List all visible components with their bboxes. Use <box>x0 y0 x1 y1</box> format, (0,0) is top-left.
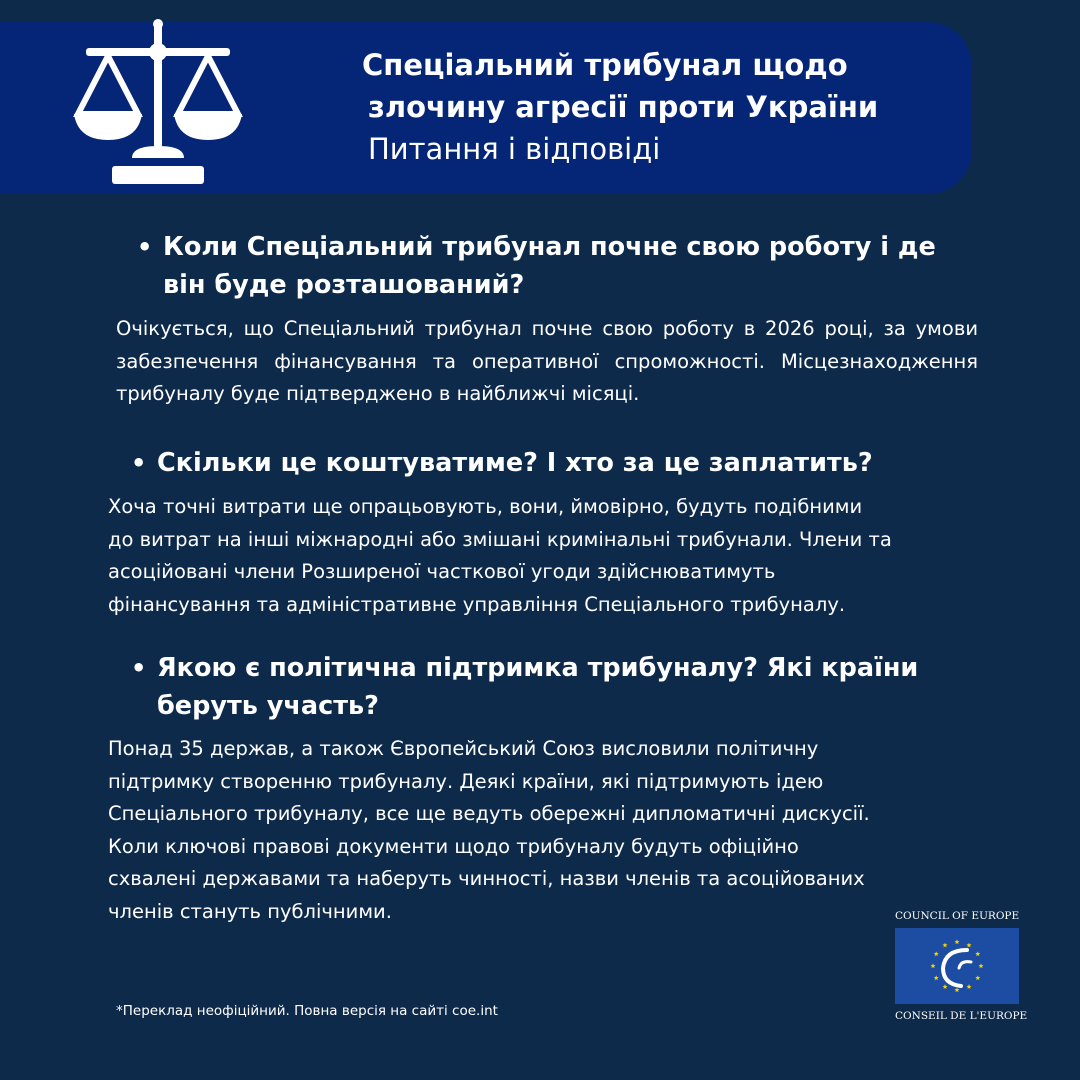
answer-line: Спеціального трибуналу, все ще ведуть обережні дипломатичні дискусії. <box>108 802 870 825</box>
star-icon <box>943 984 948 989</box>
star-icon <box>934 951 939 956</box>
faq-question-2 <box>131 444 977 482</box>
faq-question-3 <box>131 649 977 725</box>
answer-line: підтримку створенню трибуналу. Деякі країни, які підтримують ідею <box>108 769 824 793</box>
star-icon <box>931 963 936 968</box>
star-icon <box>955 987 960 992</box>
question-line: Якою є політична підтримка трибуналу? Які країни <box>157 653 919 683</box>
council-of-europe-logo <box>895 908 1028 1024</box>
star-icon <box>955 939 960 944</box>
answer-line: Понад 35 держав, а також Європейський Союз висловили політичну <box>108 737 819 760</box>
star-icon <box>975 951 980 956</box>
faq-question-1 <box>137 228 963 304</box>
answer-line: фінансування та адміністративне управління Спеціального трибуналу. <box>108 592 846 616</box>
faq-answer-1: Очікується, що Спеціальний трибунал почне свою роботу в 2026 році, за умови забезпечення фінансування та оперативної спроможності. Місцезнаходження трибуналу буде підтверджено в найближчі місяці. <box>116 317 978 405</box>
faq-answer-2 <box>108 491 988 621</box>
star-icon <box>967 984 972 989</box>
logo-top-text: COUNCIL OF EUROPE <box>895 910 1020 922</box>
scales-of-justice-icon <box>72 18 244 188</box>
star-icon <box>934 975 939 980</box>
bullet: • <box>137 233 153 261</box>
answer-line: асоційовані члени Розширеної часткової угоди здійснюватимуть <box>108 560 776 583</box>
question-line: Коли Спеціальний трибунал почне свою роботу і де <box>163 232 936 262</box>
star-icon <box>943 943 948 948</box>
answer-line: схвалені державами та наберуть чинності, назви членів та асоційованих <box>108 867 865 890</box>
title-block <box>362 44 962 170</box>
question-line: Скільки це коштуватиме? І хто за це заплатить? <box>157 448 873 478</box>
page-subtitle: Питання і відповіді <box>368 132 661 166</box>
question-line: він буде розташований? <box>163 270 525 300</box>
answer-line: Хоча точні витрати ще опрацьовують, вони, ймовірно, будуть подібними <box>108 495 863 518</box>
page-title-line-1: Спеціальний трибунал щодо <box>362 48 848 82</box>
answer-line: до витрат на інші міжнародні або змішані кримінальні трибунали. Члени та <box>108 527 892 551</box>
star-icon <box>979 963 984 968</box>
council-of-europe-stars-icon <box>895 928 1019 1004</box>
star-icon <box>967 943 972 948</box>
faq-answer-3 <box>108 733 988 928</box>
page-title-line-2: злочину агресії проти України <box>368 90 879 124</box>
footnote: *Переклад неофіційний. Повна версія на сайті coe.int <box>116 1003 498 1019</box>
logo-bottom-text: CONSEIL DE L'EUROPE <box>895 1010 1028 1022</box>
answer-line: членів стануть публічними. <box>108 899 392 923</box>
question-line: беруть участь? <box>157 691 379 721</box>
bullet: • <box>131 449 147 477</box>
answer-line: Коли ключові правові документи щодо трибуналу будуть офіційно <box>108 834 799 858</box>
star-icon <box>975 975 980 980</box>
logo-flag <box>895 928 1019 1004</box>
bullet: • <box>131 654 147 682</box>
